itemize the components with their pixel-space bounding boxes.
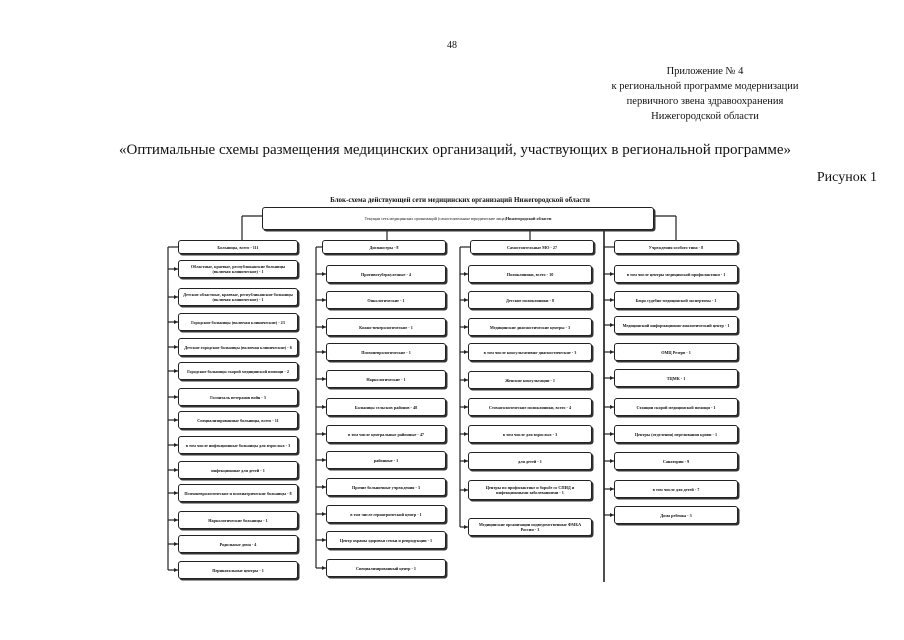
appendix-line: Приложение № 4 (666, 66, 744, 77)
column-1-item (178, 511, 298, 529)
column-3-item (468, 452, 592, 470)
column-1-item-label: Наркологические больницы - 1 (208, 517, 268, 523)
column-1-item-label: Специализированные больницы, всего - 11 (197, 417, 279, 423)
column-1-item (178, 388, 298, 406)
column-1-item (178, 313, 298, 331)
column-4-item (614, 369, 738, 387)
column-1-item-label: Областные, краевые, республиканские больницы (включая клинические) - 1 (190, 264, 286, 274)
column-4-item (614, 506, 738, 524)
column-4-item (614, 291, 738, 309)
column-3-item-label: в том числе для взрослых - 3 (502, 431, 558, 437)
column-2-item-label: Центр охраны здоровья семьи и репродукции - 1 (339, 537, 433, 543)
column-1-item-label: Перинатальные центры - 1 (212, 567, 264, 573)
column-1-item-label: Родильные дома - 4 (219, 541, 257, 547)
column-2-item (326, 291, 446, 309)
column-2-item (326, 505, 446, 523)
column-4-item-label: Медицинский информационно-аналитический центр - 1 (622, 322, 730, 328)
column-4-item-label: ОМЦ Резерв - 1 (661, 349, 691, 355)
column-4-item-label: в том числе центры медицинской профилактики - 1 (626, 271, 726, 277)
column-3-item-label: Женские консультации - 1 (505, 377, 555, 383)
column-4-item-label: Санатории - 9 (662, 458, 690, 464)
column-2-item-label: Противотуберкулезные - 4 (361, 271, 411, 277)
column-3-item-label: в том числе консультативно-диагностические - 3 (483, 349, 577, 355)
column-3-header-label: Самостоятельные МО - 27 (506, 244, 558, 250)
column-3-item (468, 343, 592, 361)
appendix-line: к региональной программе модернизации (611, 81, 799, 92)
column-2-item (326, 343, 446, 361)
column-1-item-label: Городские больницы (включая клинические) - 23 (191, 319, 285, 325)
column-2-item (326, 559, 446, 577)
column-2-item (326, 478, 446, 496)
column-1-item (178, 288, 298, 306)
column-4-item (614, 398, 738, 416)
column-3-item-label: для детей - 1 (518, 458, 542, 464)
appendix-heading (560, 64, 850, 124)
root-box (262, 207, 654, 230)
column-1-item (178, 260, 298, 278)
appendix-line: Нижегородской области (651, 111, 759, 122)
column-2-item-label: в том числе центральные районные - 47 (347, 431, 425, 437)
column-4-item (614, 425, 738, 443)
column-4-item-label: Станции скорой медицинской помощи - 1 (636, 404, 716, 410)
root-line-1: Текущая сеть медицинских организаций (самостоятельные юридические лица) (364, 216, 506, 221)
diagram-title: Блок-схема действующей сети медицинских организаций Нижегородской области (330, 196, 590, 204)
column-2-item-label: Наркологические - 1 (366, 376, 406, 382)
column-2-item (326, 451, 446, 469)
column-4-item-label: Дома ребенка - 3 (660, 512, 692, 518)
column-4-header (614, 240, 738, 254)
column-2-item (326, 265, 446, 283)
column-1-item (178, 484, 298, 502)
column-3-item (468, 518, 592, 536)
column-3-item (468, 265, 592, 283)
column-3-item (468, 291, 592, 309)
column-1-item (178, 535, 298, 553)
column-2-item (326, 318, 446, 336)
column-1-item-label: Детские городские больницы (включая клинические) - 6 (184, 344, 292, 350)
column-3-item (468, 371, 592, 389)
column-4-header-label: Учреждения особого типа - 8 (648, 244, 704, 250)
column-4-item-label: Центры (отделения) переливания крови - 1 (634, 431, 718, 437)
root-line-2: Нижегородской области (505, 216, 552, 221)
column-4-item (614, 452, 738, 470)
column-2-header (322, 240, 446, 254)
column-4-item-label: ТЦМК - 1 (666, 375, 686, 381)
column-3-header (470, 240, 594, 254)
column-2-item (326, 425, 446, 443)
column-2-item-label: Прочие больничные учреждения - 3 (352, 484, 420, 490)
column-1-item-label: Детские областные, краевые, республиканские больницы (включая клинические) - 1 (183, 292, 293, 302)
column-3-item-label: Стоматологические поликлиники, всего - 4 (488, 404, 572, 410)
column-1-item (178, 411, 298, 429)
column-2-item (326, 531, 446, 549)
column-2-item-label: Онкологические - 1 (367, 297, 405, 303)
column-1-item (178, 561, 298, 579)
column-4-item (614, 316, 738, 334)
column-2-item-label: районные - 1 (373, 457, 399, 463)
column-3-item (468, 480, 592, 500)
column-2-item-label: в том числе гериатрический центр - 1 (350, 511, 422, 517)
column-1-item (178, 362, 298, 380)
page-number: 48 (447, 40, 457, 51)
column-1-item-label: Госпиталь ветеранов войн - 3 (210, 394, 266, 400)
column-3-item-label: Медицинские диагностические центры - 3 (489, 324, 571, 330)
column-4-item-label: в том числе для детей - 7 (652, 486, 700, 492)
column-4-item (614, 343, 738, 361)
column-1-item (178, 436, 298, 454)
document-title: «Оптимальные схемы размещения медицинских организаций, участвующих в региональной программе» (118, 142, 792, 158)
column-4-item (614, 265, 738, 283)
column-2-item-label: Кожно-венерологические - 1 (359, 324, 413, 330)
column-2-item (326, 398, 446, 416)
column-2-item-label: Специализированный центр - 1 (355, 565, 417, 571)
figure-label: Рисунок 1 (816, 170, 877, 185)
column-4-item (614, 480, 738, 498)
column-1-item-label: Городские больницы скорой медицинской помощи - 2 (187, 368, 289, 374)
column-3-item (468, 318, 592, 336)
column-1-header-label: Больницы, всего - 111 (217, 244, 259, 250)
column-1-item (178, 338, 298, 356)
column-1-item-label: Психоневрологические и психиатрические больницы - 8 (184, 490, 292, 496)
column-1-header (178, 240, 298, 254)
column-3-item (468, 398, 592, 416)
column-3-item-label: Детские поликлиники - 8 (505, 297, 555, 303)
column-3-item-label: Центры по профилактике и борьбе со СПИД и инфекционными заболеваниями - 1 (485, 485, 575, 495)
column-2-header-label: Диспансеры - 8 (369, 244, 399, 250)
column-3-item-label: Поликлиники, всего - 10 (506, 271, 554, 277)
column-1-item-label: в том числе инфекционные больницы для взрослых - 3 (185, 442, 291, 448)
column-3-item-label: Медицинские организации подведомственные ФМБА России - 3 (478, 522, 582, 532)
column-3-item (468, 425, 592, 443)
column-4-item-label: Бюро судебно-медицинской экспертизы - 1 (635, 297, 717, 303)
appendix-line: первичного звена здравоохранения (626, 96, 784, 107)
column-1-item-label: инфекционные для детей - 1 (211, 467, 265, 473)
column-1-item (178, 461, 298, 479)
column-2-item-label: Больницы сельских районов - 48 (354, 404, 418, 410)
column-2-item (326, 370, 446, 388)
column-2-item-label: Психоневрологические - 1 (361, 349, 411, 355)
